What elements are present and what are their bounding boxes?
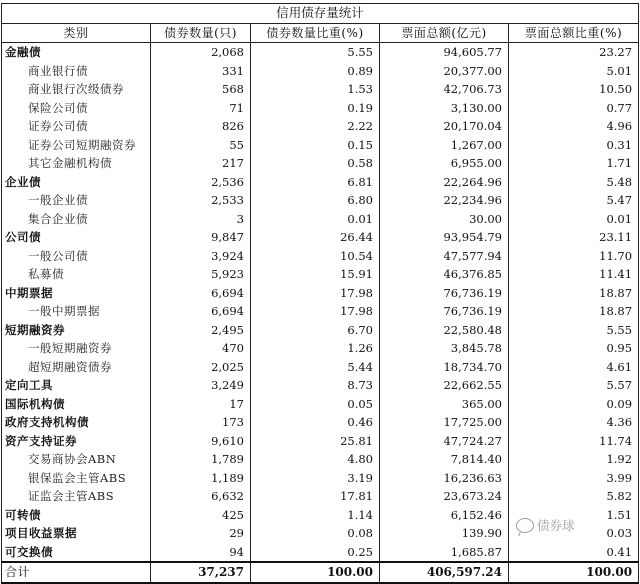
- cell-face-value-total: 20,377.00: [380, 62, 509, 81]
- cell-face-value-total: 47,577.94: [380, 247, 509, 266]
- header-bond-count: 债券数量(只): [151, 23, 251, 43]
- cell-bond-count: 2,533: [151, 191, 251, 210]
- cell-bond-count: 826: [151, 117, 251, 136]
- cell-bond-count-share: 5.44: [251, 358, 380, 377]
- cell-category: 证券公司债: [2, 117, 151, 136]
- cell-bond-count-share: 3.19: [251, 469, 380, 488]
- cell-face-value-share: 4.36: [509, 413, 639, 432]
- subcategory-row: [2, 358, 639, 377]
- cell-category: 中期票据: [2, 284, 151, 303]
- cell-bond-count-share: 1.53: [251, 80, 380, 99]
- category-row: [2, 43, 639, 62]
- cell-face-value-total: 22,264.96: [380, 173, 509, 192]
- total-row: [2, 562, 639, 583]
- cell-bond-count: 217: [151, 154, 251, 173]
- subcategory-row: [2, 62, 639, 81]
- cell-bond-count-share: 10.54: [251, 247, 380, 266]
- cell-face-value-total: 42,706.73: [380, 80, 509, 99]
- cell-bond-count-share: 6.81: [251, 173, 380, 192]
- cell-bond-count-share: 0.08: [251, 524, 380, 543]
- cell-bond-count-share: 17.98: [251, 284, 380, 303]
- wechat-bubble-icon: [516, 518, 534, 533]
- subcategory-row: [2, 450, 639, 469]
- cell-face-value-share: 5.47: [509, 191, 639, 210]
- cell-bond-count: 6,632: [151, 487, 251, 506]
- cell-face-value-total: 47,724.27: [380, 432, 509, 451]
- cell-face-value-total: 139.90: [380, 524, 509, 543]
- cell-category: 商业银行债: [2, 62, 151, 81]
- cell-category: 公司债: [2, 228, 151, 247]
- header-bond-count-share: 债券数量比重(%): [251, 23, 380, 43]
- cell-face-value-total: 16,236.63: [380, 469, 509, 488]
- header-face-value-total: 票面总额(亿元): [380, 23, 509, 43]
- cell-bond-count: 1,789: [151, 450, 251, 469]
- cell-category: 证监会主管ABS: [2, 487, 151, 506]
- cell-category: 项目收益票据: [2, 524, 151, 543]
- cell-bond-count: 6,694: [151, 302, 251, 321]
- cell-category: 交易商协会ABN: [2, 450, 151, 469]
- cell-face-value-share: 10.50: [509, 80, 639, 99]
- category-row: [2, 543, 639, 563]
- cell-category: 金融债: [2, 43, 151, 62]
- cell-category: 私募债: [2, 265, 151, 284]
- cell-bond-count: 2,068: [151, 43, 251, 62]
- cell-bond-count-share: 4.80: [251, 450, 380, 469]
- cell-category: 资产支持证券: [2, 432, 151, 451]
- cell-category: 商业银行次级债券: [2, 80, 151, 99]
- cell-face-value-share: 0.01: [509, 210, 639, 229]
- cell-bond-count-share: 0.01: [251, 210, 380, 229]
- cell-face-value-total: 94,605.77: [380, 43, 509, 62]
- cell-face-value-total: 365.00: [380, 395, 509, 414]
- cell-bond-count: 2,025: [151, 358, 251, 377]
- cell-face-value-share: 5.55: [509, 321, 639, 340]
- cell-bond-count-share: 15.91: [251, 265, 380, 284]
- credit-bond-stock-table: [1, 3, 639, 584]
- cell-bond-count-share: 6.70: [251, 321, 380, 340]
- cell-category: 证券公司短期融资券: [2, 136, 151, 155]
- cell-bond-count: 425: [151, 506, 251, 525]
- cell-category: 其它金融机构债: [2, 154, 151, 173]
- cell-face-value-share: 0.95: [509, 339, 639, 358]
- subcategory-row: [2, 99, 639, 118]
- cell-face-value-total: 1,685.87: [380, 543, 509, 563]
- cell-bond-count-share: 0.15: [251, 136, 380, 155]
- cell-face-value-share: 5.82: [509, 487, 639, 506]
- cell-bond-count: 55: [151, 136, 251, 155]
- cell-bond-count-share: 0.05: [251, 395, 380, 414]
- cell-face-value-total: 3,845.78: [380, 339, 509, 358]
- cell-face-value-total: 406,597.24: [380, 562, 509, 583]
- cell-face-value-total: 93,954.79: [380, 228, 509, 247]
- cell-bond-count-share: 0.58: [251, 154, 380, 173]
- cell-face-value-share: 1.71: [509, 154, 639, 173]
- subcategory-row: [2, 191, 639, 210]
- cell-bond-count-share: 1.14: [251, 506, 380, 525]
- cell-face-value-total: 76,736.19: [380, 284, 509, 303]
- category-row: [2, 376, 639, 395]
- table-body: [2, 43, 639, 583]
- cell-bond-count: 37,237: [151, 562, 251, 583]
- cell-bond-count: 9,610: [151, 432, 251, 451]
- subcategory-row: [2, 469, 639, 488]
- cell-bond-count: 3,249: [151, 376, 251, 395]
- subcategory-row: [2, 136, 639, 155]
- cell-face-value-total: 30.00: [380, 210, 509, 229]
- category-row: [2, 173, 639, 192]
- cell-face-value-share: 0.77: [509, 99, 639, 118]
- cell-face-value-share: 23.11: [509, 228, 639, 247]
- cell-category: 超短期融资债券: [2, 358, 151, 377]
- cell-face-value-total: 7,814.40: [380, 450, 509, 469]
- category-row: [2, 395, 639, 414]
- subcategory-row: [2, 117, 639, 136]
- cell-face-value-share: 5.57: [509, 376, 639, 395]
- subcategory-row: [2, 339, 639, 358]
- subcategory-row: [2, 247, 639, 266]
- cell-category: 银保监会主管ABS: [2, 469, 151, 488]
- category-row: [2, 321, 639, 340]
- cell-bond-count-share: 1.26: [251, 339, 380, 358]
- table-title: 信用债存量统计: [2, 4, 639, 24]
- cell-bond-count-share: 0.89: [251, 62, 380, 81]
- cell-category: 一般短期融资券: [2, 339, 151, 358]
- subcategory-row: [2, 487, 639, 506]
- cell-bond-count: 2,536: [151, 173, 251, 192]
- cell-face-value-share: 4.96: [509, 117, 639, 136]
- cell-bond-count-share: 0.25: [251, 543, 380, 563]
- cell-face-value-total: 76,736.19: [380, 302, 509, 321]
- table-header-row: [2, 23, 639, 43]
- cell-bond-count-share: 6.80: [251, 191, 380, 210]
- cell-face-value-total: 6,152.46: [380, 506, 509, 525]
- table-title-row: [2, 4, 639, 24]
- cell-bond-count: 2,495: [151, 321, 251, 340]
- category-row: [2, 284, 639, 303]
- category-row: [2, 413, 639, 432]
- cell-category: 可转债: [2, 506, 151, 525]
- cell-face-value-share: 0.31: [509, 136, 639, 155]
- category-row: [2, 228, 639, 247]
- cell-face-value-share: 11.74: [509, 432, 639, 451]
- cell-bond-count-share: 0.46: [251, 413, 380, 432]
- cell-face-value-share: 1.51: [509, 506, 639, 525]
- category-row: [2, 432, 639, 451]
- cell-category: 定向工具: [2, 376, 151, 395]
- cell-category: 合计: [2, 562, 151, 583]
- cell-face-value-total: 17,725.00: [380, 413, 509, 432]
- cell-face-value-total: 18,734.70: [380, 358, 509, 377]
- cell-bond-count: 71: [151, 99, 251, 118]
- cell-face-value-total: 6,955.00: [380, 154, 509, 173]
- cell-face-value-share: 18.87: [509, 302, 639, 321]
- cell-bond-count: 5,923: [151, 265, 251, 284]
- cell-category: 一般公司债: [2, 247, 151, 266]
- cell-bond-count-share: 8.73: [251, 376, 380, 395]
- cell-bond-count: 173: [151, 413, 251, 432]
- cell-bond-count-share: 0.19: [251, 99, 380, 118]
- cell-face-value-share: 3.99: [509, 469, 639, 488]
- cell-face-value-share: 11.41: [509, 265, 639, 284]
- cell-bond-count: 3,924: [151, 247, 251, 266]
- cell-bond-count: 29: [151, 524, 251, 543]
- cell-category: 保险公司债: [2, 99, 151, 118]
- subcategory-row: [2, 210, 639, 229]
- cell-bond-count: 9,847: [151, 228, 251, 247]
- cell-category: 短期融资券: [2, 321, 151, 340]
- header-category: 类别: [2, 23, 151, 43]
- cell-bond-count: 6,694: [151, 284, 251, 303]
- cell-face-value-share: 4.61: [509, 358, 639, 377]
- cell-bond-count: 568: [151, 80, 251, 99]
- subcategory-row: [2, 302, 639, 321]
- cell-bond-count: 17: [151, 395, 251, 414]
- cell-face-value-share: 0.09: [509, 395, 639, 414]
- cell-face-value-total: 20,170.04: [380, 117, 509, 136]
- cell-face-value-share: 5.01: [509, 62, 639, 81]
- cell-category: 一般企业债: [2, 191, 151, 210]
- cell-category: 政府支持机构债: [2, 413, 151, 432]
- cell-face-value-total: 46,376.85: [380, 265, 509, 284]
- subcategory-row: [2, 80, 639, 99]
- cell-face-value-total: 23,673.24: [380, 487, 509, 506]
- watermark-text: 债券球: [537, 518, 575, 533]
- cell-face-value-total: 22,662.55: [380, 376, 509, 395]
- cell-bond-count-share: 2.22: [251, 117, 380, 136]
- cell-bond-count: 94: [151, 543, 251, 563]
- cell-category: 企业债: [2, 173, 151, 192]
- cell-category: 一般中期票据: [2, 302, 151, 321]
- cell-bond-count-share: 25.81: [251, 432, 380, 451]
- subcategory-row: [2, 265, 639, 284]
- cell-bond-count: 1,189: [151, 469, 251, 488]
- cell-bond-count-share: 17.81: [251, 487, 380, 506]
- header-face-value-share: 票面总额比重(%): [509, 23, 639, 43]
- cell-face-value-total: 22,580.48: [380, 321, 509, 340]
- cell-face-value-total: 1,267.00: [380, 136, 509, 155]
- cell-face-value-share: 23.27: [509, 43, 639, 62]
- cell-face-value-total: 3,130.00: [380, 99, 509, 118]
- cell-bond-count-share: 17.98: [251, 302, 380, 321]
- cell-face-value-share: 0.03: [509, 524, 639, 543]
- cell-face-value-total: 22,234.96: [380, 191, 509, 210]
- cell-category: 集合企业债: [2, 210, 151, 229]
- cell-face-value-share: 0.41: [509, 543, 639, 563]
- cell-face-value-share: 5.48: [509, 173, 639, 192]
- cell-face-value-share: 11.70: [509, 247, 639, 266]
- cell-face-value-share: 1.92: [509, 450, 639, 469]
- cell-category: 可交换债: [2, 543, 151, 563]
- cell-face-value-share: 18.87: [509, 284, 639, 303]
- cell-bond-count-share: 5.55: [251, 43, 380, 62]
- cell-bond-count: 470: [151, 339, 251, 358]
- cell-category: 国际机构债: [2, 395, 151, 414]
- cell-bond-count: 3: [151, 210, 251, 229]
- cell-face-value-share: 100.00: [509, 562, 639, 583]
- cell-bond-count-share: 100.00: [251, 562, 380, 583]
- subcategory-row: [2, 154, 639, 173]
- watermark: [516, 516, 575, 534]
- cell-bond-count-share: 26.44: [251, 228, 380, 247]
- cell-bond-count: 331: [151, 62, 251, 81]
